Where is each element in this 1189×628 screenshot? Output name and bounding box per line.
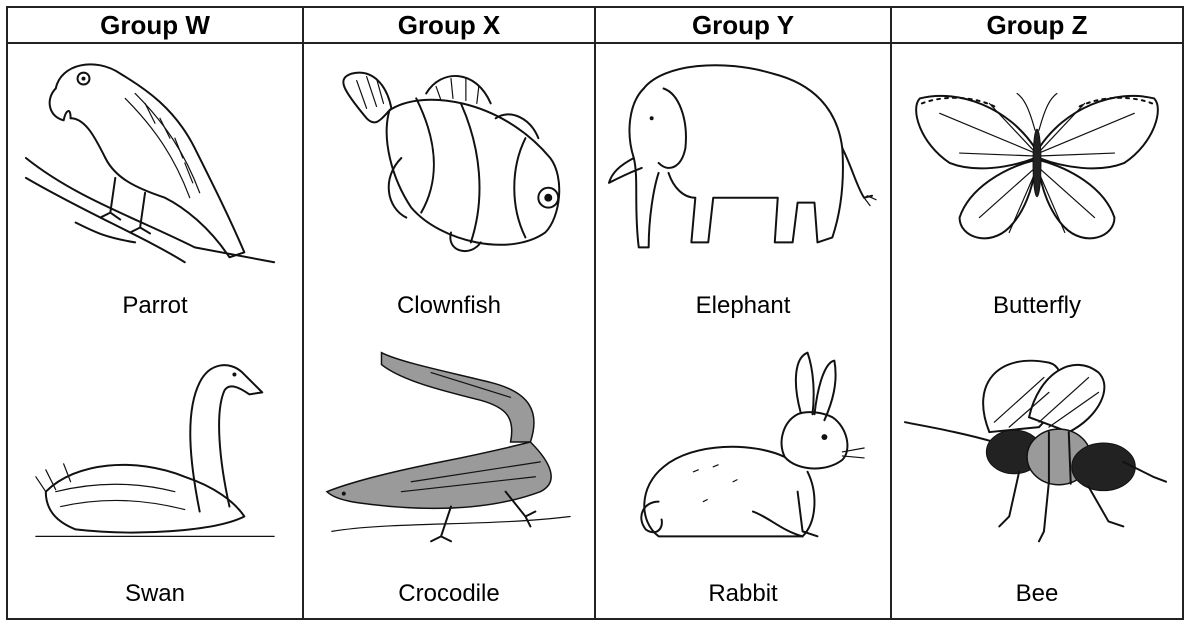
animal-cell-parrot [8,44,302,334]
butterfly-icon [900,48,1174,268]
animal-cell-rabbit [596,334,890,618]
animal-cell-swan [8,334,302,618]
group-column-w [8,8,302,618]
animal-name-clownfish: Clownfish [396,292,502,319]
group-column-x [302,8,594,618]
group-column-z [890,8,1182,618]
animal-cell-elephant [596,44,890,334]
animal-name-crocodile: Crocodile [398,580,500,607]
crocodile-icon [312,342,586,548]
rabbit-icon [604,342,882,548]
clownfish-icon [312,48,586,268]
group-header-z: Group Z [892,8,1182,44]
animal-name-parrot: Parrot [122,292,188,319]
animal-name-swan: Swan [124,580,186,607]
animal-cell-butterfly [892,44,1182,334]
animal-cell-clownfish [304,44,594,334]
bee-icon [900,342,1174,548]
animal-groups-table [6,6,1184,620]
parrot-icon [16,48,294,268]
animal-name-bee: Bee [1015,580,1059,607]
animal-cell-crocodile [304,334,594,618]
animal-name-rabbit: Rabbit [708,580,778,607]
group-header-y: Group Y [596,8,890,44]
elephant-icon [604,48,882,268]
group-column-y [594,8,890,618]
swan-icon [16,342,294,548]
animal-name-elephant: Elephant [695,292,791,319]
animal-name-butterfly: Butterfly [992,292,1082,319]
group-header-x: Group X [304,8,594,44]
group-header-w: Group W [8,8,302,44]
animal-cell-bee [892,334,1182,618]
